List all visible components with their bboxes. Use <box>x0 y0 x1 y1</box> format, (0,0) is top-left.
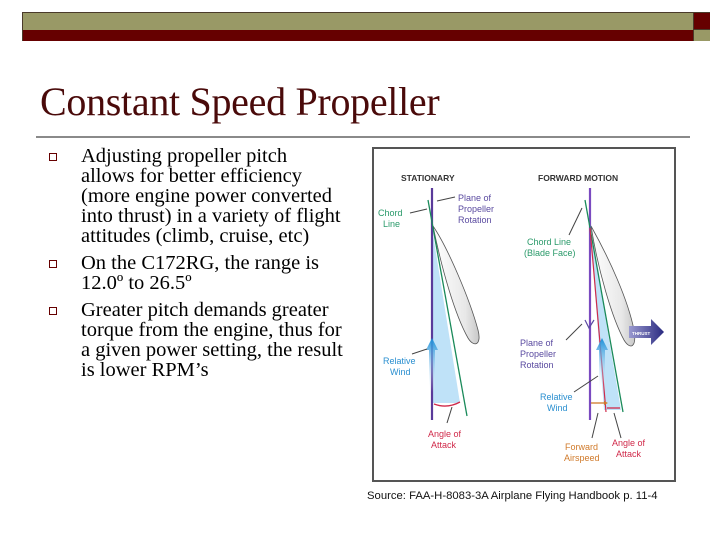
angle-of-attack-label: Angle of Attack <box>428 429 462 450</box>
bullet-list <box>44 146 344 387</box>
header-bar <box>22 12 710 41</box>
plane-of-rotation-label: Plane of Propeller Rotation <box>458 193 495 225</box>
angle-of-attack-label: Angle of Attack <box>612 438 646 459</box>
title-divider <box>36 136 690 138</box>
bullet-item <box>44 300 344 380</box>
header-maroon-band <box>23 30 693 41</box>
bullet-text: Greater pitch demands greater torque from the engine, thus for a given power setting, the result is lower RPM’s <box>81 299 343 381</box>
bullet-item <box>44 253 344 293</box>
forward-motion-diagram <box>520 173 664 463</box>
forward-airspeed-label: Forward Airspeed <box>564 442 600 463</box>
stationary-heading: STATIONARY <box>401 173 455 183</box>
propeller-diagram <box>372 147 676 482</box>
chord-line-label: Chord Line <box>378 208 403 229</box>
header-corner-square-bottom <box>693 30 710 41</box>
header-corner-square-top <box>693 13 710 30</box>
bullet-text: Adjusting propeller pitch allows for better efficiency (more engine power converted into thrust) in a variety of flight attitudes (climb, cruise, etc) <box>81 145 341 247</box>
relative-wind-label: Relative Wind <box>383 356 416 377</box>
square-bullet-icon <box>49 307 57 315</box>
propeller-diagram-svg <box>374 149 674 480</box>
header-olive-band <box>23 13 693 31</box>
thrust-label: THRUST <box>632 331 651 336</box>
plane-of-rotation-label: Plane of Propeller Rotation <box>520 338 557 370</box>
bullet-item <box>44 146 344 246</box>
square-bullet-icon <box>49 260 57 268</box>
bullet-text: On the C172RG, the range is 12.0º to 26.5º <box>81 252 319 294</box>
figure-caption: Source: FAA-H-8083-3A Airplane Flying Handbook p. 11-4 <box>367 490 658 502</box>
relative-wind-label: Relative Wind <box>540 392 573 413</box>
forward-heading: FORWARD MOTION <box>538 173 619 183</box>
slide-title: Constant Speed Propeller <box>40 79 440 124</box>
stationary-diagram <box>378 173 497 450</box>
chord-line-label: Chord Line (Blade Face) <box>524 237 576 258</box>
square-bullet-icon <box>49 153 57 161</box>
